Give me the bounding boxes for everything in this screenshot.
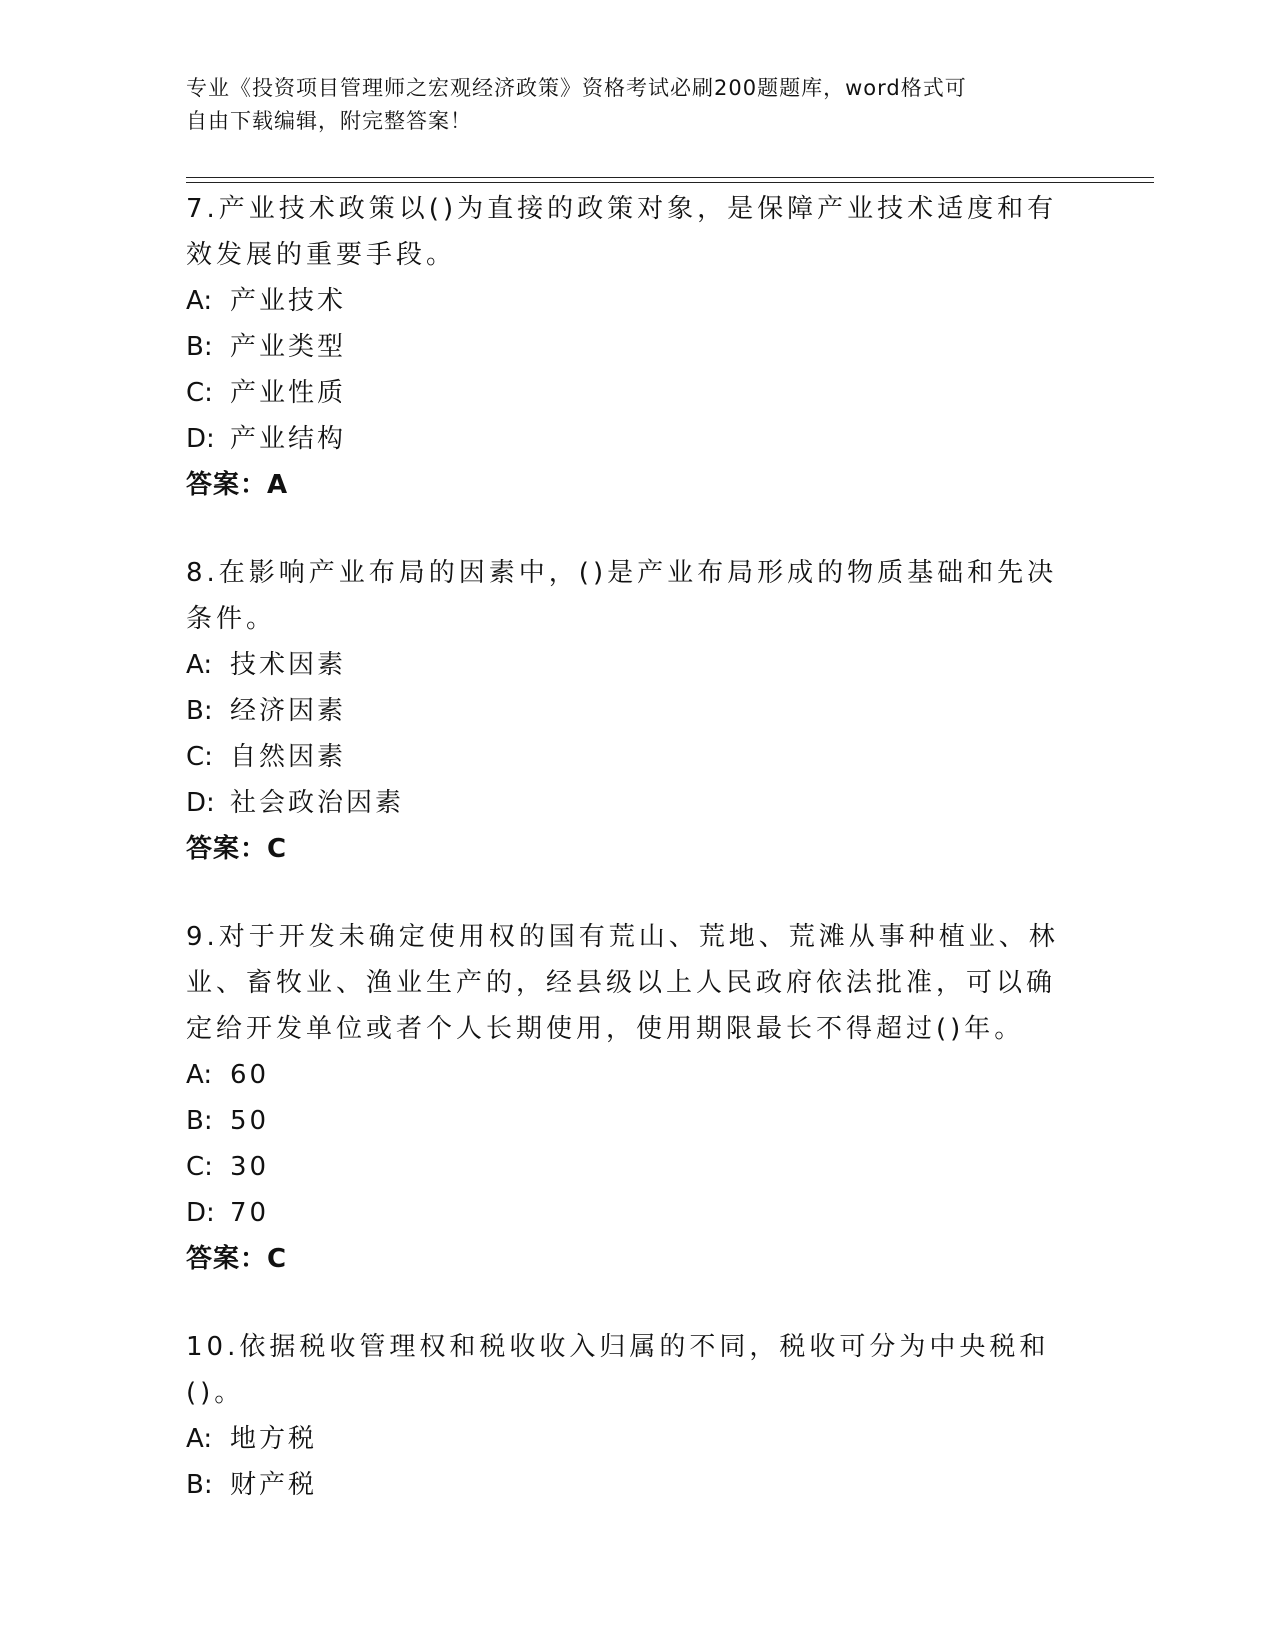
option-a — [186, 1416, 1066, 1462]
option-letter: C: — [186, 378, 213, 408]
option-letter: B: — [186, 332, 213, 362]
document-header — [186, 72, 1066, 138]
option-text: 50 — [230, 1106, 270, 1136]
option-text: 财产税 — [230, 1470, 318, 1500]
option-text: 地方税 — [230, 1424, 318, 1454]
option-letter: B: — [186, 1106, 213, 1136]
question-9 — [186, 914, 1066, 1282]
question-text: 10.依据税收管理权和税收收入归属的不同，税收可分为中央税和()。 — [186, 1332, 1050, 1408]
option-a — [186, 642, 1066, 688]
question-10 — [186, 1324, 1066, 1508]
option-text: 产业类型 — [230, 332, 347, 362]
option-a — [186, 1052, 1066, 1098]
option-letter: B: — [186, 696, 213, 726]
answer: 答案：C — [186, 1244, 288, 1274]
question-text: 7.产业技术政策以()为直接的政策对象，是保障产业技术适度和有效发展的重要手段。 — [186, 194, 1058, 270]
option-text: 60 — [230, 1060, 270, 1090]
option-letter: D: — [186, 788, 215, 818]
option-text: 技术因素 — [230, 650, 347, 680]
option-letter: A: — [186, 1424, 213, 1454]
header-line-2: 自由下载编辑，附完整答案！ — [186, 109, 472, 133]
option-text: 社会政治因素 — [230, 788, 405, 818]
option-letter: D: — [186, 424, 215, 454]
option-d — [186, 780, 1066, 826]
option-letter: B: — [186, 1470, 213, 1500]
question-list — [186, 186, 1066, 1550]
header-rule-bottom — [186, 182, 1154, 183]
question-text: 8.在影响产业布局的因素中，()是产业布局形成的物质基础和先决条件。 — [186, 558, 1058, 634]
answer: 答案：C — [186, 834, 288, 864]
question-7 — [186, 186, 1066, 508]
option-letter: A: — [186, 1060, 213, 1090]
option-c — [186, 1144, 1066, 1190]
option-d — [186, 416, 1066, 462]
option-text: 70 — [230, 1198, 270, 1228]
option-letter: A: — [186, 650, 213, 680]
option-b — [186, 1098, 1066, 1144]
header-line-1: 专业《投资项目管理师之宏观经济政策》资格考试必刷200题题库，word格式可 — [186, 76, 967, 100]
option-text: 产业技术 — [230, 286, 347, 316]
option-text: 30 — [230, 1152, 270, 1182]
option-b — [186, 688, 1066, 734]
question-8 — [186, 550, 1066, 872]
option-b — [186, 324, 1066, 370]
option-b — [186, 1462, 1066, 1508]
option-letter: C: — [186, 742, 213, 772]
option-text: 自然因素 — [230, 742, 347, 772]
option-letter: A: — [186, 286, 213, 316]
option-text: 产业性质 — [230, 378, 347, 408]
option-text: 产业结构 — [230, 424, 347, 454]
question-text: 9.对于开发未确定使用权的国有荒山、荒地、荒滩从事种植业、林业、畜牧业、渔业生产的，经县级以上人民政府依法批准，可以确定给开发单位或者个人长期使用，使用期限最长不得超过()年。 — [186, 922, 1059, 1044]
option-letter: C: — [186, 1152, 213, 1182]
option-d — [186, 1190, 1066, 1236]
option-a — [186, 278, 1066, 324]
option-text: 经济因素 — [230, 696, 347, 726]
option-c — [186, 734, 1066, 780]
header-rule-top — [186, 177, 1154, 178]
option-letter: D: — [186, 1198, 215, 1228]
option-c — [186, 370, 1066, 416]
answer: 答案：A — [186, 470, 289, 500]
